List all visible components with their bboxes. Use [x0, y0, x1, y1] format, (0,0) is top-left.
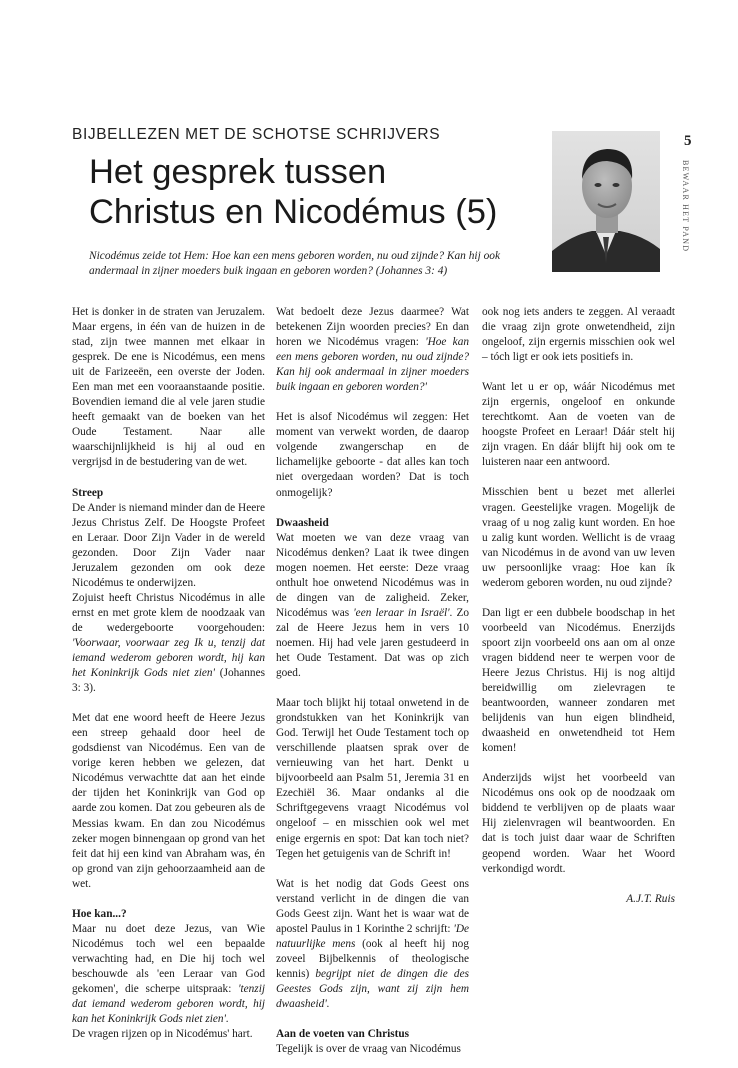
- paragraph: Het is donker in de straten van Jeruzalem. Maar ergens, in één van de huizen in de stad, zijn twee mannen met elkaar in gesprek. De ene is Nicodémus, een mens uit de Farizeeën, een overste der Joden. Een man met een vooraanstaande positie. Bovendien iemand die al vele jaren studie heeft gemaakt van de boeken van het Oude Testament. Naar alle waarschijnlijkheid is hij al oud en vergrijsd in de bestudering van de wet.: [72, 306, 265, 469]
- text-run: Wat bedoelt deze Jezus daarmee? Wat betekenen Zijn woorden precies? En dan horen we Nicodémus vragen:: [276, 306, 469, 349]
- paragraph: De Ander is niemand minder dan de Heere Jezus Christus Zelf. De Hoogste Profeet en Leraar. Door Zijn Vader in de wereld gezonden. Door Zijn Vader naar Jeruzalem gezonden om ook deze Nicodémus te onderwijzen.: [72, 501, 265, 589]
- text-run: Zojuist heeft Christus Nicodémus in alle ernst en met grote klem de noodzaak van de wedergeboorte voorgehouden:: [72, 591, 265, 634]
- article-title: [89, 152, 497, 232]
- subheading-hoe-kan: Hoe kan...?: [72, 907, 127, 920]
- author-photo: [552, 131, 660, 272]
- paragraph: Maar toch blijkt hij totaal onwetend in de grondstukken van het Koninkrijk van God. Terwijl het Oude Testament toch op verschillende plaatsen sprak over de vernieuwing van het hart. Denkt u bijvoorbeeld aan Psalm 51, Jeremia 31 en Ezechiël 36. Maar ondanks al die Schriftgegevens vraagt Nicodémus vol ongeloof – en misschien ook wel met enige ergernis en spot: Dat kan toch niet? Tegen het getuigenis van de Schrift in!: [276, 697, 469, 860]
- title-line-2: Christus en Nicodémus (5): [89, 193, 498, 231]
- quote-run: 'De natuurlijke mens: [276, 922, 469, 950]
- paragraph: Anderzijds wijst het voorbeeld van Nicodémus ons ook op de noodzaak om biddend te verblijven op de plaats waar Hij zielenvragen wil beantwoorden. En dat is toch juist daar waar de Schriften geopend worden. Waar het Woord verkondigd wordt.: [482, 772, 675, 875]
- column-1: [72, 305, 265, 1042]
- paragraph: Misschien bent u bezet met allerlei vragen. Geestelijke vragen. Mogelijk de vraag of u nog zalig kunt worden. En hoe u zalig kunt worden. Wellicht is de vraag van Nicodémus in de avond van uw leven uw persoonlijke vraag: Hoe kan ík wederom geboren worden, nu oud zijnde?: [482, 486, 675, 589]
- paragraph: [276, 531, 469, 681]
- paragraph: [276, 877, 469, 1012]
- quote-run: 'tenzij dat iemand wederom geboren wordt, hij kan het Koninkrijk Gods niet zien'.: [72, 982, 265, 1026]
- paragraph: Het is alsof Nicodémus wil zeggen: Het moment van verwekt worden, de daarop volgende zwangerschap en de lichamelijke geboorte - dat alles kan toch niet overgedaan worden? Dat is toch onmogelijk?: [276, 411, 469, 499]
- text-run: (Johannes 3: 3).: [72, 667, 265, 695]
- column-3: [482, 305, 675, 922]
- text-run: (ook al heeft hij nog zoveel Bijbelkennis of theologische kennis): [276, 937, 469, 980]
- quote-run: begrijpt niet de dingen die des Geestes Gods zijn, want zij zijn hem dwaasheid'.: [276, 967, 469, 1010]
- text-run: Maar nu doet deze Jezus, van Wie Nicodémus toch wel een bepaalde verwachting had, en Die hij toch wel beschouwde als 'een Leraar van God gekomen', die scherpe uitspraak:: [72, 922, 265, 995]
- title-line-1: Het gesprek tussen: [89, 153, 387, 191]
- quote-run: 'Hoe kan een mens geboren worden, nu oud zijnde? Kan hij ook andermaal in zijner moeders buik ingaan en geboren worden?': [276, 336, 469, 394]
- subheading-dwaasheid: Dwaasheid: [276, 516, 329, 529]
- paragraph: [72, 591, 265, 696]
- author-signature: A.J.T. Ruis: [626, 892, 675, 905]
- paragraph: Met dat ene woord heeft de Heere Jezus een streep gehaald door heel de godsdienst van Nicodémus. Een van de vorige keren hebben we gelezen, dat Nicodémus verwachtte dat aan het einde der tijden het Koninkrijk van God op aarde zou komen. Dat zou gebeuren als de Messias kwam. En dan zou Nicodémus zeker mogen binnengaan op grond van het feit dat hij een kind van Abraham was, én op grond van zijn gehoorzaamheid aan de wet.: [72, 712, 265, 890]
- paragraph: ook nog iets anders te zeggen. Al veraadt die vraag zijn grote onwetendheid, zijn ongeloof, zijn ergernis misschien ook wel – tóch ligt er ook iets positiefs in.: [482, 306, 675, 364]
- column-2: [276, 305, 469, 1057]
- section-kicker: BIJBELLEZEN MET DE SCHOTSE SCHRIJVERS: [72, 126, 441, 143]
- intro-quote: Nicodémus zeide tot Hem: Hoe kan een mens geboren worden, nu oud zijnde? Kan hij ook andermaal in zijner moeders buik ingaan en geboren worden? (Johannes 3: 4): [89, 250, 501, 278]
- subheading-streep: Streep: [72, 486, 104, 499]
- quote-run: 'Voorwaar, voorwaar zeg Ik u, tenzij dat iemand wederom geboren wordt, hij kan het Koninkrijk Gods niet zien': [72, 636, 265, 680]
- page-number: 5: [684, 133, 692, 149]
- text-run: . Zo zal de Heere Jezus hem in vers 10 noemen. Hij had vele jaren gestudeerd in het Oude Testament. Dat was op zich goed.: [276, 606, 470, 680]
- text-run: Wat is het nodig dat Gods Geest ons verstand verlicht in de dingen die van Gods Geest zijn. Want het is waar wat de apostel Paulus in 1 Korinthe 2 schrijft:: [276, 877, 469, 935]
- paragraph: Tegelijk is over de vraag van Nicodémus: [276, 1043, 461, 1056]
- text-run: Wat moeten we van deze vraag van Nicodémus denken? Laat ik twee dingen mogen noemen. Het eerste: Deze vraag onthult hoe onwetend Nicodémus was in de dingen van de zaligheid. Zeker, Nicodémus was: [276, 531, 469, 619]
- running-title: [676, 160, 694, 280]
- quote-run: 'een leraar in Israël': [353, 606, 450, 619]
- paragraph: [276, 305, 469, 395]
- paragraph: Want let u er op, wáár Nicodémus met zijn ergernis, ongeloof en onkunde terechtkomt. Aan de voeten van de hoogste Profeet en Leraar! Dáár stelt hij zijn vragen. En dáár blijft hij ook om te luisteren naar een antwoord.: [482, 381, 675, 469]
- paragraph: Dan ligt er een dubbele boodschap in het voorbeeld van Nicodémus. Enerzijds spoort zijn voorbeeld ons aan om al onze vragen biddend neer te werpen voor de Heere Jezus Christus. Hij is nog altijd bereidwillig om zielevragen te beantwoorden, wanneer zondaren met belijdenis van hun eigen blindheid, dwaasheid en onwetendheid tot Hem komen!: [482, 606, 675, 755]
- subheading-aan-de-voeten: Aan de voeten van Christus: [276, 1028, 410, 1041]
- running-title-text: BEWAAR HET PAND: [681, 160, 690, 253]
- portrait-photo-icon: [552, 131, 660, 272]
- paragraph: De vragen rijzen op in Nicodémus' hart.: [72, 1028, 253, 1041]
- paragraph: [72, 922, 265, 1027]
